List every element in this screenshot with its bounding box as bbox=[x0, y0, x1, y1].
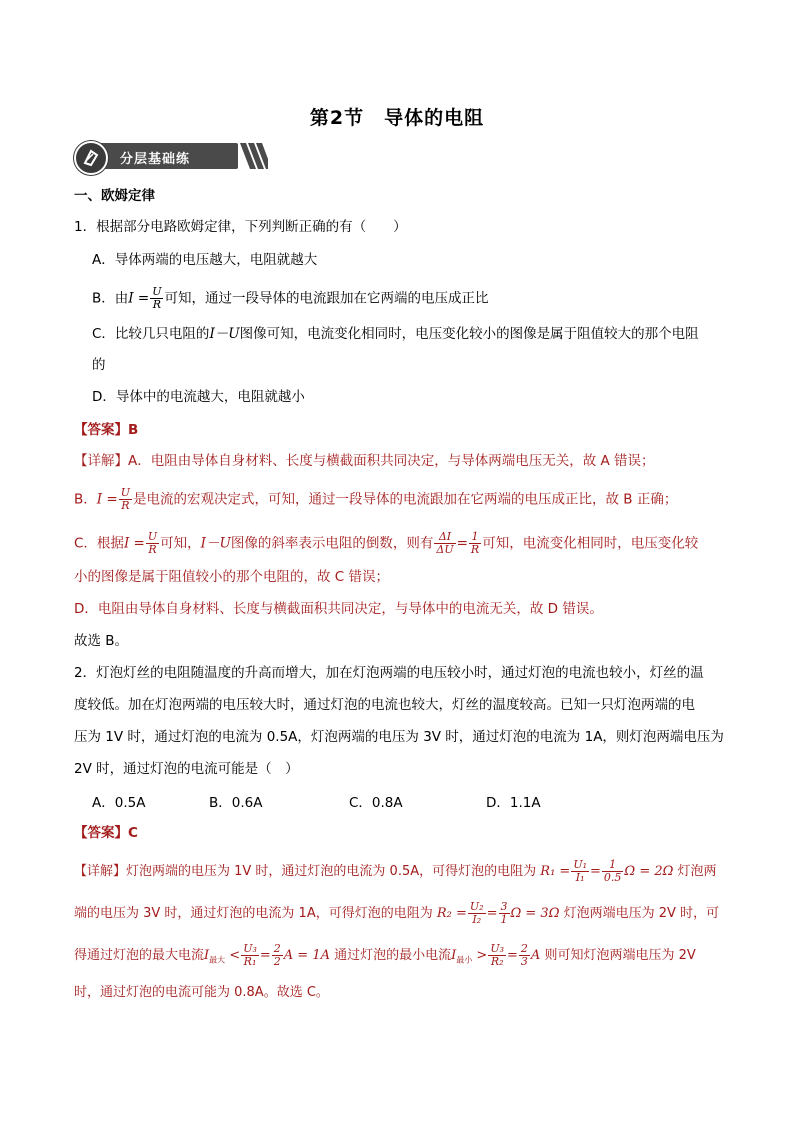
q2-explain-4: 时，通过灯泡的电流可能为 0.8A。故选 C。 bbox=[74, 985, 329, 1000]
q2-line-3: 压为 1V 时，通过灯泡的电流为 0.5A，灯泡两端的电压为 3V 时，通过灯泡的电流为 1A，则灯泡两端电压为 bbox=[74, 729, 724, 745]
q1-option-c-cont: 的 bbox=[92, 357, 106, 373]
section-heading: 一、欧姆定律 bbox=[74, 188, 155, 204]
q2-explain-3: 得通过灯泡的最大电流$I_{最大}$ < $\frac{\text{U₃}}{\text{R₁}}$ = $\frac{2}{2}$ A = 1A 通过灯泡的最小电流$I_{最小}$ > $\frac{\text{U₃}}{\text{R₂}}$ = $\frac{2}{3}$ A 则可知灯泡两端电压为 2V bbox=[74, 942, 696, 968]
q1-stem: 1．根据部分电路欧姆定律，下列判断正确的有（ ） bbox=[74, 219, 407, 235]
page-title: 第2节 导体的电阻 bbox=[309, 107, 485, 129]
q1-option-d: D．导体中的电流越大，电阻就越小 bbox=[92, 389, 305, 405]
q2-explain-2: 端的电压为 3V 时，通过灯泡的电流为 1A，可得灯泡的电阻为 R₂ = $\frac{\text{U₂}}{\text{I₂}}$ = $\frac{3}{1}$ Ω = 3Ω 灯泡两端电压为 2V 时，可 bbox=[74, 900, 720, 926]
q2-option-d: D．1.1A bbox=[486, 795, 541, 811]
q2-line-4: 2V 时，通过灯泡的电流可能是（ ） bbox=[74, 761, 299, 777]
q2-option-a: A．0.5A bbox=[92, 795, 146, 811]
q2-answer: 【答案】C bbox=[74, 825, 138, 841]
q2-line-2: 度较低。加在灯泡两端的电压较大时，通过灯泡的电流也较大，灯丝的温度较高。已知一只灯泡两端的电 bbox=[74, 697, 695, 713]
q1-conclusion: 故选 B。 bbox=[74, 633, 129, 649]
q2-option-c: C．0.8A bbox=[349, 795, 403, 811]
book-icon bbox=[74, 141, 108, 175]
q1-option-b: B．由I = $\frac{U}{R}$ 可知，通过一段导体的电流跟加在它两端的电压成正比 bbox=[92, 285, 489, 311]
q1-explain-d: D．电阻由导体自身材料、长度与横截面积共同决定，与导体中的电流无关，故 D 错误。 bbox=[74, 601, 603, 617]
stripes-decoration bbox=[240, 143, 268, 169]
badge-label: 分层基础练 bbox=[120, 152, 191, 167]
q2-line-1: 2．灯泡灯丝的电阻随温度的升高而增大，加在灯泡两端的电压较小时，通过灯泡的电流也较小，灯丝的温 bbox=[74, 665, 704, 681]
section-badge bbox=[74, 141, 264, 171]
q1-explain-c: C．根据I = $\frac{U}{R}$ 可知，I－U图像的斜率表示电阻的倒数，则有 $\frac{\Delta I}{\Delta U}$ = $\frac{1}{R}$ 可知，电流变化相同时，电压变化较 bbox=[74, 530, 699, 556]
q1-option-c: C．比较几只电阻的I－U图像可知，电流变化相同时，电压变化较小的图像是属于阻值较大的那个电阻 bbox=[92, 326, 699, 342]
q1-explain-a: 【详解】A．电阻由导体自身材料、长度与横截面积共同决定，与导体两端电压无关，故 A 错误； bbox=[74, 453, 655, 469]
q1-explain-b: B．I = $\frac{U}{R}$ 是电流的宏观决定式，可知，通过一段导体的电流跟加在它两端的电压成正比，故 B 正确； bbox=[74, 486, 678, 512]
q1-option-a: A．导体两端的电压越大，电阻就越大 bbox=[92, 252, 318, 268]
q2-explain-1: 【详解】灯泡两端的电压为 1V 时，通过灯泡的电流为 0.5A，可得灯泡的电阻为 R₁ = $\frac{\text{U₁}}{\text{I₁}}$ = $\frac{1}{0.5}$ Ω = 2Ω 灯泡两 bbox=[74, 858, 717, 884]
q2-option-b: B．0.6A bbox=[209, 795, 263, 811]
q1-answer: 【答案】B bbox=[74, 422, 139, 438]
q1-explain-c-cont: 小的图像是属于阻值较小的那个电阻的，故 C 错误； bbox=[74, 569, 390, 585]
